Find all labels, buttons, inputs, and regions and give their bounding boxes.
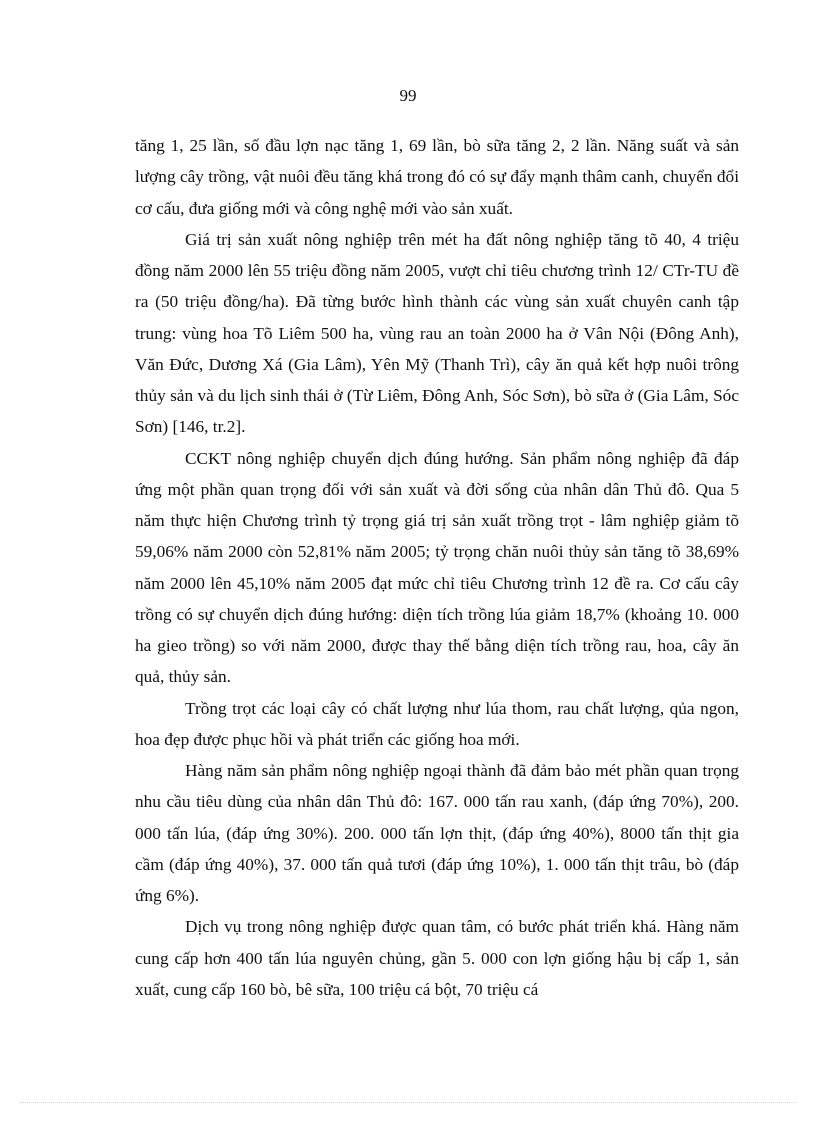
paragraph-5: Hàng năm sản phẩm nông nghiệp ngoại thành đã đảm bảo mét phần quan trọng nhu cầu tiêu dùng của nhân dân Thủ đô: 167. 000 tấn rau xanh, (đáp ứng 70%), 200. 000 tấn lúa, (đáp ứng 30%). 200. 000 tấn lợn thịt, (đáp ứng 40%), 8000 tấn thịt gia cầm (đáp ứng 40%), 37. 000 tấn quả tươi (đáp ứng 10%), 1. 000 tấn thịt trâu, bò (đáp ứng 6%). (135, 761, 739, 905)
document-body (135, 130, 739, 1005)
paragraph-3: CCKT nông nghiệp chuyển dịch đúng hướng. Sản phẩm nông nghiệp đã đáp ứng một phần quan trọng đối với sản xuất và đời sống của nhân dân Thủ đô. Qua 5 năm thực hiện Chương trình tỷ trọng giá trị sản xuất trồng trọt - lâm nghiệp giảm tõ 59,06% năm 2000 còn 52,81% năm 2005; tỷ trọng chăn nuôi thủy sản tăng tõ 38,69% năm 2000 lên 45,10% năm 2005 đạt mức chỉ tiêu Chương trình 12 đề ra. Cơ cấu cây trồng có sự chuyển dịch đúng hướng: diện tích trồng lúa giảm 18,7% (khoảng 10. 000 ha gieo trồng) so với năm 2000, được thay thế bằng diện tích trồng rau, hoa, cây ăn quả, thủy sản. (135, 448, 739, 687)
page-number: 99 (399, 86, 417, 105)
paragraph-6: Dịch vụ trong nông nghiệp được quan tâm, có bước phát triển khá. Hàng năm cung cấp hơn 400 tấn lúa nguyên chủng, gần 5. 000 con lợn giống hậu bị cấp 1, sản xuất, cung cấp 160 bò, bê sữa, 100 triệu cá bột, 70 triệu cá (135, 917, 739, 999)
paragraph-4: Trồng trọt các loại cây có chất lượng như lúa thom, rau chất lượng, qủa ngon, hoa đẹp được phục hồi và phát triển các giống hoa mới. (135, 698, 739, 749)
paragraph-2: Giá trị sản xuất nông nghiệp trên mét ha đất nông nghiệp tăng tõ 40, 4 triệu đồng năm 2000 lên 55 triệu đồng năm 2005, vượt chỉ tiêu chương trình 12/ CTr-TU đề ra (50 triệu đồng/ha). Đã từng bước hình thành các vùng sản xuất chuyên canh tập trung: vùng hoa Tõ Liêm 500 ha, vùng rau an toàn 2000 ha ở Vân Nội (Đông Anh), Văn Đức, Dương Xá (Gia Lâm), Yên Mỹ (Thanh Trì), cây ăn quả kết hợp nuôi trông thủy sản và du lịch sinh thái ở (Từ Liêm, Đông Anh, Sóc Sơn), bò sữa ở (Gia Lâm, Sóc Sơn) [146, tr.2]. (135, 229, 739, 437)
page-bottom-divider (20, 1102, 796, 1103)
paragraph-1: tăng 1, 25 lần, số đầu lợn nạc tăng 1, 69 lần, bò sữa tăng 2, 2 lần. Năng suất và sản lượng cây trồng, vật nuôi đều tăng khá trong đó có sự đẩy mạnh thâm canh, chuyển đổi cơ cấu, đưa giống mới và công nghệ mới vào sản xuất. (135, 136, 739, 218)
